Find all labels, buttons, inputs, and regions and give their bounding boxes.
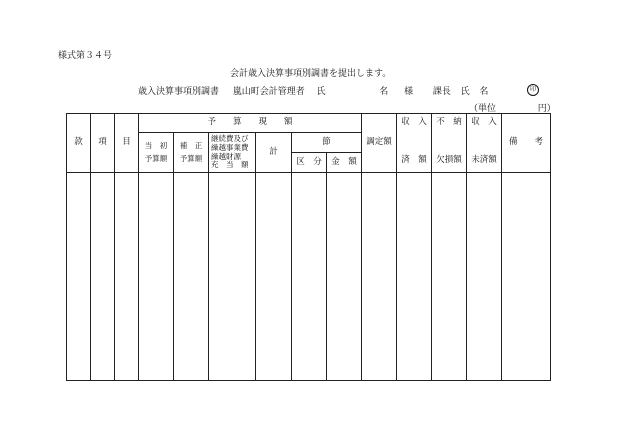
header-kou: 項 xyxy=(91,114,115,173)
cell-funou[interactable] xyxy=(432,173,467,381)
form-number: 様式第３４号 xyxy=(58,51,113,61)
header-bikou: 備 考 xyxy=(502,114,551,173)
cell-shunyu[interactable] xyxy=(397,173,432,381)
header-funou-top: 不 納 xyxy=(432,114,467,133)
header-keizoku xyxy=(209,133,256,173)
seal-icon: 印 xyxy=(527,84,539,96)
cell-kan[interactable] xyxy=(67,173,91,381)
header-shunyu-bottom: 済 額 xyxy=(397,133,432,173)
honorific-label: 氏 xyxy=(316,87,326,97)
hosei-line2: 予算額 xyxy=(179,153,203,163)
tousho-line1: 当 初 xyxy=(144,140,168,150)
shi-label: 氏 xyxy=(460,87,470,97)
cell-kou[interactable] xyxy=(91,173,115,381)
header-yosan-genkaku: 予 算 現 額 xyxy=(139,114,362,133)
keizoku-line3: 繰越財源 xyxy=(211,151,241,161)
cell-kei[interactable] xyxy=(256,173,292,381)
cell-moku[interactable] xyxy=(115,173,139,381)
header-setsu: 節 xyxy=(292,133,362,153)
header-chouteigaku: 調定額 xyxy=(362,114,397,173)
header-funou-bottom: 欠損額 xyxy=(432,133,467,173)
keizoku-line2: 繰越事業費 xyxy=(211,142,249,152)
hosei-line1: 補 正 xyxy=(179,140,203,150)
keizoku-line1: 継続費及び xyxy=(211,134,249,144)
header-moku: 目 xyxy=(115,114,139,173)
header-kei: 計 xyxy=(256,133,292,173)
cell-kingaku[interactable] xyxy=(327,173,362,381)
header-shunyu-mi-bottom: 未済額 xyxy=(467,133,502,173)
unit-open: （単位 xyxy=(469,104,497,114)
cell-shunyu-mi[interactable] xyxy=(467,173,502,381)
department-head-label: 課長 xyxy=(432,87,451,97)
budget-table xyxy=(66,113,551,381)
header-kan: 款 xyxy=(67,114,91,173)
tousho-line2: 予算額 xyxy=(144,153,168,163)
header-kubun: 区 分 xyxy=(292,153,327,173)
header-line xyxy=(138,84,488,97)
cell-kubun[interactable] xyxy=(292,173,327,381)
header-shunyu-top: 収 入 xyxy=(397,114,432,133)
submission-text: 会計歳入決算事項別調書を提出します。 xyxy=(230,69,392,79)
keizoku-line4: 充 当 額 xyxy=(211,160,249,170)
header-shunyu-mi-top: 収 入 xyxy=(467,114,502,133)
cell-bikou[interactable] xyxy=(502,173,551,381)
header-hosei xyxy=(174,133,209,173)
table-row xyxy=(67,173,551,381)
header-kingaku: 金 額 xyxy=(327,153,362,173)
cell-tousho[interactable] xyxy=(139,173,174,381)
doc-title: 歳入決算事項別調書 xyxy=(138,87,220,97)
name-label: 名 xyxy=(379,87,389,97)
cell-keizoku[interactable] xyxy=(209,173,256,381)
cell-chouteigaku[interactable] xyxy=(362,173,397,381)
header-tousho xyxy=(139,133,174,173)
sama-label: 様 xyxy=(404,87,414,97)
administrator-label: 嵐山町会計管理者 xyxy=(232,87,305,97)
cell-hosei[interactable] xyxy=(174,173,209,381)
mei-label: 名 xyxy=(479,87,489,97)
unit-yen: 円） xyxy=(537,104,556,114)
